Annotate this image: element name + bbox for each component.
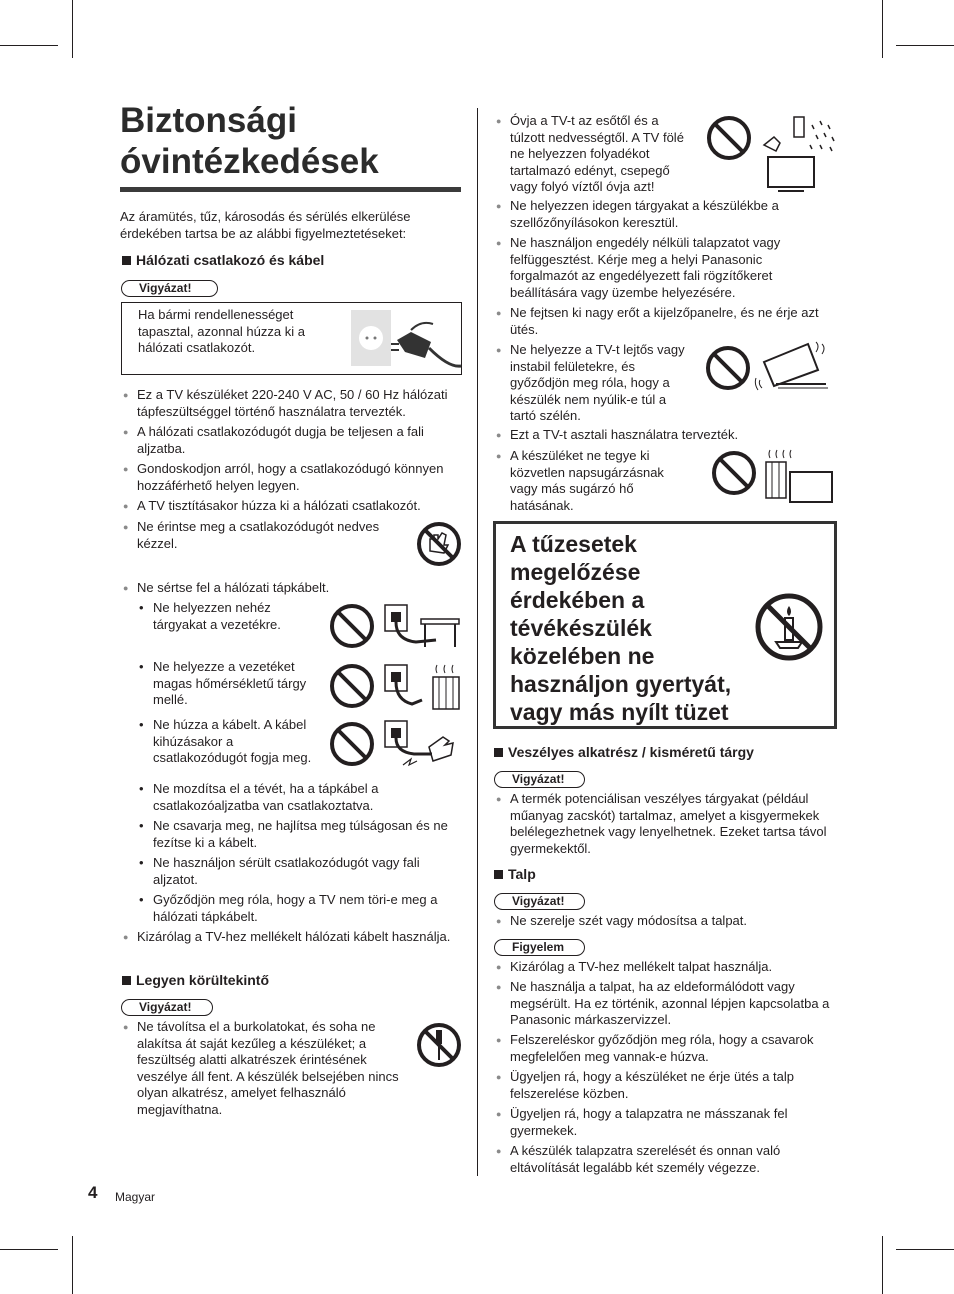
page-number: 4: [88, 1183, 98, 1202]
cable-near-heater-icon: [385, 663, 461, 713]
page-language: Magyar: [115, 1190, 156, 1204]
list-item: ● Ne helyezzen idegen tárgyakat a készülékbe a szellőzőnyílásokon keresztül.: [510, 198, 810, 231]
no-wet-hand-icon: [416, 521, 462, 567]
crop-mark: [72, 0, 73, 58]
sub-list-item: • Ne használjon sérült csatlakozódugót vagy fali aljzatot.: [153, 855, 463, 888]
list-item: ● A hálózati csatlakozódugót dugja be teljesen a fali aljzatba.: [137, 424, 463, 457]
list-item: ● Ezt a TV-t asztali használatra tervezték.: [510, 427, 830, 444]
sub-list-item: • Ne helyezzen nehéz tárgyakat a vezetékre.: [153, 600, 323, 633]
section-heading-stand: Talp: [494, 866, 536, 883]
no-candle-icon: [754, 592, 824, 662]
prohibition-icon: [706, 115, 752, 161]
page-title: Biztonsági óvintézkedések: [120, 101, 379, 181]
list-item: ● Kizárólag a TV-hez mellékelt talpat használja.: [510, 959, 840, 976]
list-item: ● Gondoskodjon arról, hogy a csatlakozódugó könnyen hozzáférhető helyen legyen.: [137, 461, 463, 494]
section-heading-plug: Hálózati csatlakozó és kábel: [122, 252, 324, 269]
warning-box-text: Ha bármi rendellenességet tapasztal, azonnal húzza ki a hálózati csatlakozót.: [138, 307, 305, 355]
list-item: ● Ne érintse meg a csatlakozódugót nedves kézzel.: [137, 519, 397, 552]
fire-warning-text: A tűzesetek megelőzése érdekében a tévékészülék közelében ne használjon gyertyát, vagy más nyílt tüzet: [510, 531, 732, 725]
column-divider: [477, 108, 478, 1176]
list-item: ● Kizárólag a TV-hez mellékelt hálózati kábelt használja.: [137, 929, 463, 946]
crop-mark: [0, 1249, 58, 1250]
sub-list-item: • Ne mozdítsa el a tévét, ha a tápkábel a csatlakozóaljzatba van csatlakoztatva.: [153, 781, 463, 814]
list-item: ● Felszereléskor győződjön meg róla, hogy a csavarok megfelelően meg vannak-e húzva.: [510, 1032, 840, 1065]
pull-cable-icon: [385, 721, 461, 775]
rain-on-tv-icon: [760, 115, 836, 193]
title-rule: [120, 187, 461, 192]
list-item: ● A készüléket ne tegye ki közvetlen napsugárzásnak vagy más sugárzó hő hatásának.: [510, 448, 690, 514]
list-item: ● A TV tisztításakor húzza ki a hálózati csatlakozót.: [137, 498, 463, 515]
tilting-tv-icon: [756, 340, 832, 392]
caution-badge: Vigyázat!: [121, 280, 218, 297]
section-heading-careful: Legyen körültekintő: [122, 972, 269, 989]
list-item: ● Ne helyezze a TV-t lejtős vagy instabil felületekre, és győződjön meg róla, hogy a készülék nem nyúlik-e túl a tartó szélén.: [510, 342, 690, 425]
crop-mark: [882, 0, 883, 58]
list-item: ● Ügyeljen rá, hogy a készüléket ne érje ütés a talp felszerelése közben.: [510, 1069, 840, 1102]
list-item: ● Ne sértse fel a hálózati tápkábelt.: [137, 580, 463, 597]
list-item: ● Ne fejtsen ki nagy erőt a kijelzőpanelre, és ne érje azt ütés.: [510, 305, 820, 338]
list-item: ● Ne távolítsa el a burkolatokat, és soha ne alakítsa át saját kezűleg a készüléket; a feszültség alatti alkatrészek érintésének veszélye áll fent. A készülék belsejében nincs olyan alkatrész, amelyet felhasználó megjavíthatna.: [137, 1019, 399, 1118]
list-item: ● Óvja a TV-t az esőtől és a túlzott nedvességtől. A TV fölé ne helyezzen folyadékot tartalmazó edényt, csepegő vagy folyó víztől óvja azt!: [510, 113, 690, 196]
crop-mark: [72, 1236, 73, 1294]
fire-warning-box: [493, 521, 837, 729]
list-item: ● Ez a TV készüléket 220-240 V AC, 50 / 60 Hz hálózati tápfeszültséggel történő használatra tervezték.: [137, 387, 463, 420]
crop-mark: [896, 45, 954, 46]
prohibition-icon: [329, 603, 375, 649]
caution-badge: Vigyázat!: [494, 771, 585, 788]
list-item: ● Ne szerelje szét vagy módosítsa a talpat.: [510, 913, 840, 930]
crop-mark: [0, 45, 58, 46]
sub-list-item: • Ne húzza a kábelt. A kábel kihúzásakor a csatlakozódugót fogja meg.: [153, 717, 323, 767]
crop-mark: [896, 1249, 954, 1250]
prohibition-icon: [711, 450, 757, 496]
crop-mark: [882, 1236, 883, 1294]
cable-under-table-icon: [385, 605, 461, 651]
caution-badge: Vigyázat!: [121, 999, 213, 1016]
sub-list-item: • Győződjön meg róla, hogy a TV nem töri-e meg a hálózati tápkábelt.: [153, 892, 463, 925]
list-item: ● Ne használja a talpat, ha az eldeformálódott vagy megsérült. Ha ez történik, azonnal lépjen kapcsolatba a Panasonic márkaszervizzel.: [510, 979, 840, 1029]
prohibition-icon: [329, 663, 375, 709]
note-badge: Figyelem: [494, 939, 585, 956]
prohibition-icon: [705, 345, 751, 391]
unplug-icon: [351, 310, 463, 372]
caution-badge: Vigyázat!: [494, 893, 585, 910]
list-item: ● A termék potenciálisan veszélyes tárgyakat (például műanyag zacskót) tartalmaz, amelyet a kisgyermekek belélegezhetnek vagy lenyelhetnek. Ezeket tartsa távol gyermekektől.: [510, 791, 840, 857]
prohibition-icon: [329, 721, 375, 767]
list-item: ● A készülék talapzatra szerelését és onnan való eltávolítását legalább két személy végezze.: [510, 1143, 840, 1176]
list-item: ● Ne használjon engedély nélküli talapzatot vagy felfüggesztést. Kérje meg a helyi Panasonic forgalmazót az engedélyezett fali rögzítőkeret beállítására vagy üzembe helyezésére.: [510, 235, 810, 301]
sub-list-item: • Ne helyezze a vezetéket magas hőmérsékletű tárgy mellé.: [153, 659, 323, 709]
list-item: ● Ügyeljen rá, hogy a talapzatra ne másszanak fel gyermekek.: [510, 1106, 840, 1139]
no-disassembly-icon: [416, 1022, 462, 1068]
heater-near-tv-icon: [766, 448, 834, 504]
section-heading-small-parts: Veszélyes alkatrész / kisméretű tárgy: [494, 744, 754, 761]
sub-list-item: • Ne csavarja meg, ne hajlítsa meg túlságosan és ne fezítse ki a kábelt.: [153, 818, 463, 851]
intro-text: Az áramütés, tűz, károsodás és sérülés elkerülése érdekében tartsa be az alábbi figyelmeztetéseket:: [120, 209, 411, 241]
